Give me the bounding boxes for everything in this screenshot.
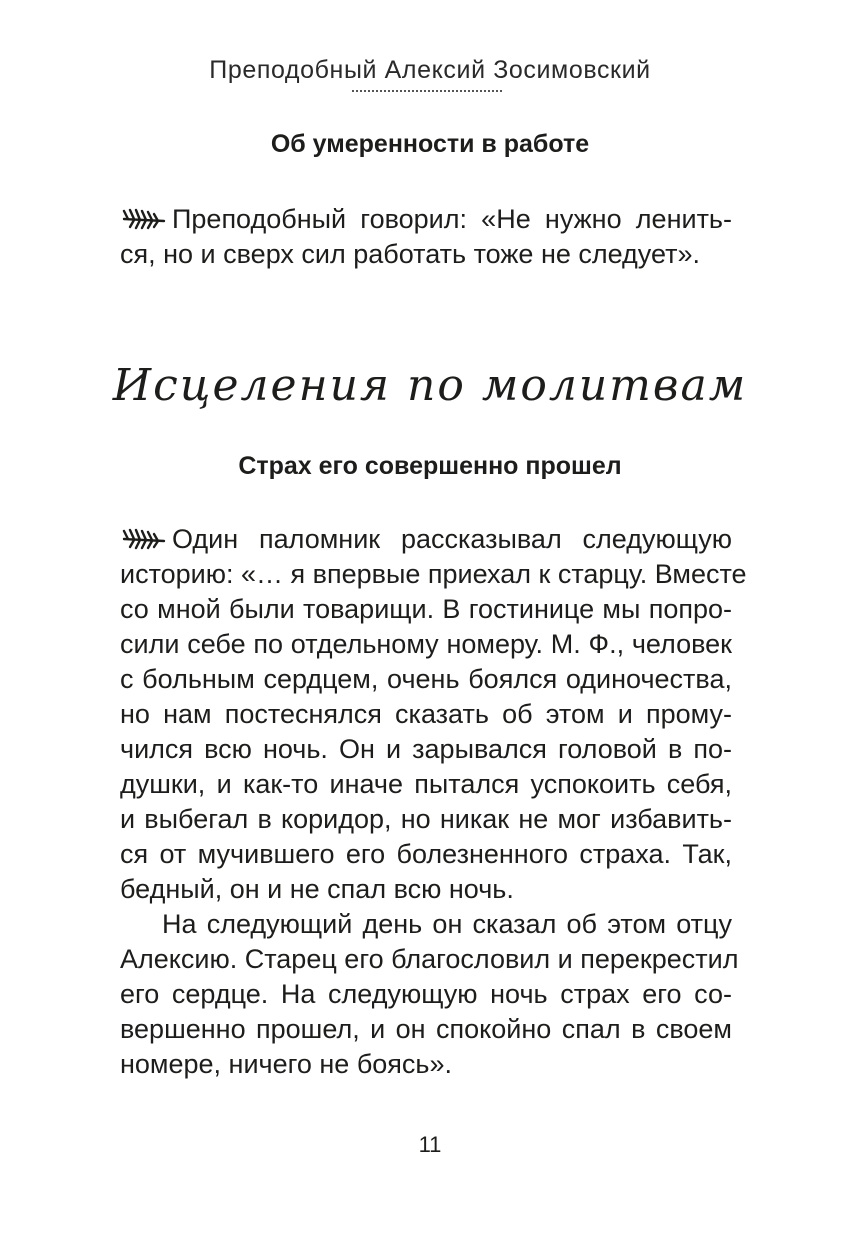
paragraph-story xyxy=(120,522,747,1082)
text-line: с больным сердцем, очень боялся одиночества, xyxy=(120,664,732,694)
fern-branch-icon xyxy=(120,527,168,551)
running-head-dots xyxy=(352,86,502,92)
text-line: со мной были товарищи. В гостинице мы попро- xyxy=(120,594,732,624)
chapter-title: Исцеления по молитвам xyxy=(112,360,748,411)
text-line: На следующий день он сказал об этом отцу xyxy=(162,909,732,939)
text-line: историю: «… я впервые приехал к старцу. Вместе xyxy=(120,559,747,589)
text-line: ся от мучившего его болезненного страха. Так, xyxy=(120,839,732,869)
text-line: душки, и как-то иначе пытался успокоить себя, xyxy=(120,769,732,799)
text-line: его сердце. На следующую ночь страх его со- xyxy=(120,979,732,1009)
text-line: Преподобный говорил: «Не нужно ленить- xyxy=(120,202,732,237)
text-line: Один паломник рассказывал следующую xyxy=(120,522,732,557)
text-line: сили себе по отдельному номеру. М. Ф., человек xyxy=(120,629,732,659)
section-title-moderation: Об умеренности в работе xyxy=(270,130,590,158)
text-line: и выбегал в коридор, но никак не мог избавить- xyxy=(120,804,732,834)
text-line: бедный, он и не спал всю ночь. xyxy=(120,874,514,904)
text-line: номере, ничего не боясь». xyxy=(120,1049,453,1079)
section-title-fear: Страх его совершенно прошел xyxy=(238,452,622,480)
text-line: вершенно прошел, и он спокойно спал в своем xyxy=(120,1014,732,1044)
running-head: Преподобный Алексий Зосимовский xyxy=(209,56,651,84)
text-line: Алексию. Старец его благословил и перекрестил xyxy=(120,944,739,974)
text-line: но нам постеснялся сказать об этом и прому- xyxy=(120,699,732,729)
page-number: 11 xyxy=(418,1132,442,1157)
fern-branch-icon xyxy=(120,207,168,231)
text-line: чился всю ночь. Он и зарывался головой в по- xyxy=(120,734,732,764)
text-line: ся, но и сверх сил работать тоже не следует». xyxy=(120,239,700,269)
paragraph-moderation xyxy=(120,202,732,272)
